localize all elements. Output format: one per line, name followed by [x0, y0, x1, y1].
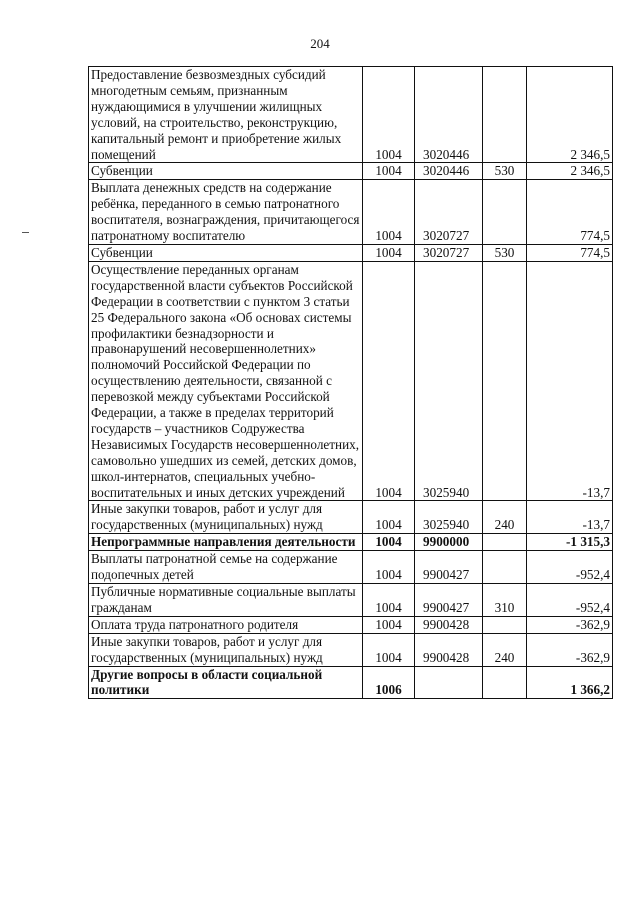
row-article-cell: 3025940: [415, 501, 483, 534]
row-section-cell: 1004: [363, 67, 415, 163]
row-name-cell: Иные закупки товаров, работ и услуг для государственных (муниципальных) нужд: [89, 501, 363, 534]
table-row: [89, 584, 613, 617]
row-article-cell: 9900428: [415, 616, 483, 633]
row-name-cell: Субвенции: [89, 244, 363, 261]
row-article-cell: 3020727: [415, 180, 483, 245]
row-expense-type-cell: [483, 180, 527, 245]
row-section-cell: 1004: [363, 551, 415, 584]
row-amount-cell: -952,4: [527, 551, 613, 584]
row-article-cell: [415, 666, 483, 699]
row-name-cell: Субвенции: [89, 163, 363, 180]
row-article-cell: 9900427: [415, 551, 483, 584]
table-row: [89, 534, 613, 551]
margin-mark: [22, 232, 29, 233]
row-expense-type-cell: 530: [483, 244, 527, 261]
row-section-cell: 1004: [363, 163, 415, 180]
row-amount-cell: -13,7: [527, 261, 613, 501]
row-amount-cell: 2 346,5: [527, 163, 613, 180]
row-amount-cell: 774,5: [527, 180, 613, 245]
table-row: [89, 261, 613, 501]
row-section-cell: 1004: [363, 501, 415, 534]
table-row: [89, 666, 613, 699]
row-section-cell: 1004: [363, 534, 415, 551]
row-expense-type-cell: [483, 616, 527, 633]
row-section-cell: 1004: [363, 616, 415, 633]
row-amount-cell: -362,9: [527, 616, 613, 633]
row-section-cell: 1004: [363, 633, 415, 666]
row-article-cell: 9900428: [415, 633, 483, 666]
row-article-cell: 9900427: [415, 584, 483, 617]
row-section-cell: 1004: [363, 180, 415, 245]
table-row: [89, 163, 613, 180]
row-name-cell: Другие вопросы в области социальной политики: [89, 666, 363, 699]
table-row: [89, 501, 613, 534]
row-amount-cell: 2 346,5: [527, 67, 613, 163]
row-expense-type-cell: [483, 67, 527, 163]
row-name-cell: Выплаты патронатной семье на содержание подопечных детей: [89, 551, 363, 584]
table-row: [89, 616, 613, 633]
row-article-cell: 3020446: [415, 163, 483, 180]
row-amount-cell: -1 315,3: [527, 534, 613, 551]
table-row: [89, 551, 613, 584]
row-expense-type-cell: [483, 551, 527, 584]
row-expense-type-cell: [483, 666, 527, 699]
table-row: [89, 244, 613, 261]
row-name-cell: Предоставление безвозмездных субсидий многодетным семьям, признанным нуждающимися в улучшении жилищных условий, на строительство, реконструкцию, капитальный ремонт и приобретение жилых помещений: [89, 67, 363, 163]
row-name-cell: Публичные нормативные социальные выплаты гражданам: [89, 584, 363, 617]
row-amount-cell: -952,4: [527, 584, 613, 617]
row-expense-type-cell: 240: [483, 501, 527, 534]
row-section-cell: 1004: [363, 261, 415, 501]
table-row: [89, 180, 613, 245]
row-name-cell: Иные закупки товаров, работ и услуг для государственных (муниципальных) нужд: [89, 633, 363, 666]
row-article-cell: 3020727: [415, 244, 483, 261]
row-amount-cell: 774,5: [527, 244, 613, 261]
row-section-cell: 1006: [363, 666, 415, 699]
row-amount-cell: -362,9: [527, 633, 613, 666]
row-expense-type-cell: 240: [483, 633, 527, 666]
row-name-cell: Непрограммные направления деятельности: [89, 534, 363, 551]
page-number: 204: [310, 36, 330, 51]
row-article-cell: 9900000: [415, 534, 483, 551]
row-name-cell: Оплата труда патронатного родителя: [89, 616, 363, 633]
budget-table: [88, 66, 613, 699]
row-amount-cell: -13,7: [527, 501, 613, 534]
table-row: [89, 67, 613, 163]
row-expense-type-cell: [483, 534, 527, 551]
row-article-cell: 3025940: [415, 261, 483, 501]
row-name-cell: Выплата денежных средств на содержание ребёнка, переданного в семью патронатного воспитателя, вознаграждения, причитающегося патронатному воспитателю: [89, 180, 363, 245]
row-amount-cell: 1 366,2: [527, 666, 613, 699]
table-row: [89, 633, 613, 666]
row-section-cell: 1004: [363, 584, 415, 617]
row-section-cell: 1004: [363, 244, 415, 261]
row-expense-type-cell: 310: [483, 584, 527, 617]
row-expense-type-cell: 530: [483, 163, 527, 180]
row-expense-type-cell: [483, 261, 527, 501]
row-article-cell: 3020446: [415, 67, 483, 163]
row-name-cell: Осуществление переданных органам государственной власти субъектов Российской Федерации в соответствии с пунктом 3 статьи 25 Федерального закона «Об основах системы профилактики безнадзорности и правонарушений несовершеннолетних» полномочий Российской Федерации по осуществлению деятельности, связанной с перевозкой между субъектами Российской Федерации, а также в пределах территорий государств – участников Содружества Независимых Государств несовершеннолетних, самовольно ушедших из семей, детских домов, школ-интернатов, специальных учебно-воспитательных и иных детских учреждений: [89, 261, 363, 501]
table-body: [89, 67, 613, 699]
